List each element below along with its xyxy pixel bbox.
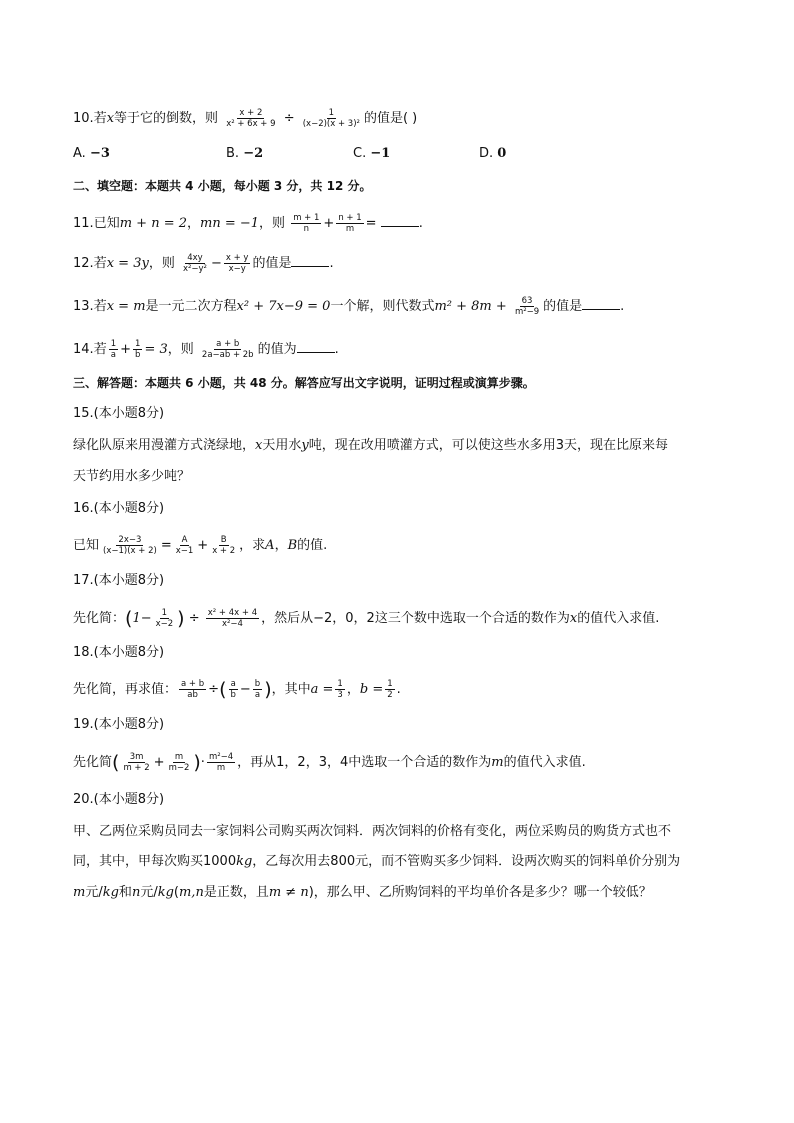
denominator: x² + 6x + 9 (226, 119, 276, 129)
option-value: −2 (243, 146, 264, 161)
question-11-stem (73, 213, 754, 234)
option-d[interactable] (479, 146, 506, 161)
text: )，那么甲、乙所购饲料的平均单价各是多少？哪一个较低？ (308, 885, 652, 900)
math: m + n = 2 (119, 216, 187, 231)
question-17-header: 17.(本小题8分) (73, 573, 165, 588)
numerator: 1 (161, 608, 168, 618)
text: 的值代入求值. (503, 755, 586, 770)
operator: + (197, 538, 209, 553)
fraction (301, 108, 362, 129)
paren: ( (112, 751, 120, 774)
fraction (335, 679, 344, 700)
question-15-header: 15.(本小题8分) (73, 406, 165, 421)
fraction (210, 535, 237, 556)
denominator: x−2 (155, 619, 174, 629)
math: m² + 8m + (434, 299, 507, 314)
fraction (513, 296, 541, 317)
variable: y (301, 438, 309, 453)
text: ， (187, 216, 201, 231)
numerator: 1 (328, 108, 335, 118)
fraction (207, 752, 235, 773)
fraction (291, 213, 321, 234)
denominator: x²−4 (221, 619, 243, 629)
variable: B (287, 538, 298, 553)
operator: + (323, 216, 335, 231)
option-value: −3 (89, 146, 110, 161)
fraction (200, 339, 256, 360)
math: a = (310, 682, 334, 697)
math: = 3 (144, 342, 168, 357)
text: 已知 (93, 216, 120, 231)
text: ， (274, 538, 288, 553)
numerator: 1 (135, 339, 141, 349)
text: 若 (93, 299, 107, 314)
text: 的值是 (543, 299, 583, 314)
unit: kg (157, 885, 174, 900)
text: . (396, 682, 401, 697)
unit: kg (236, 854, 253, 869)
question-number: 10. (73, 111, 94, 126)
text: 若 (93, 111, 107, 126)
question-16-header: 16.(本小题8分) (73, 501, 165, 516)
text: 若 (93, 256, 107, 271)
question-18-stem (73, 679, 754, 700)
denominator: m (216, 763, 226, 773)
text: 的值是 (252, 256, 292, 271)
variable: A (265, 538, 275, 553)
denominator: 2a−ab + 2b (201, 350, 254, 360)
text: 天用水 (262, 438, 302, 453)
fraction (253, 679, 262, 700)
denominator: x−y (228, 264, 246, 274)
text: ，再从1，2，3，4中选取一个合适的数作为 (237, 755, 492, 770)
operator: − (239, 682, 251, 697)
operator: ÷ (188, 611, 200, 626)
numerator: x + 2 (239, 108, 263, 118)
text: . (620, 299, 625, 314)
section-heading-solutions: 三、解答题：本题共 6 小题，共 48 分。解答应写出文字说明，证明过程或演算步骤。 (73, 376, 535, 390)
fraction (101, 535, 159, 556)
question-12-stem (73, 253, 754, 274)
math: x = 3y (106, 256, 149, 271)
operator: − (210, 256, 222, 271)
fraction (154, 608, 176, 629)
text: 的值. (297, 538, 328, 553)
answer-blank[interactable] (291, 254, 329, 267)
text: 绿化队原来用漫灌方式浇绿地， (73, 438, 256, 453)
fraction (179, 679, 206, 700)
text: 是一元二次方程 (145, 299, 237, 314)
denominator: m−2 (168, 763, 190, 773)
denominator: a (254, 690, 261, 700)
fraction (224, 108, 277, 129)
text: 先化简 (73, 755, 113, 770)
text: ，然后从−2，0，2这三个数中选取一个合适的数作为 (261, 611, 570, 626)
text: 吨，现在改用喷灌方式，可以使这些水多用3天，现在比原来每 (308, 438, 669, 453)
math: x² + 7x−9 = 0 (236, 299, 331, 314)
question-16-stem (73, 535, 754, 556)
denominator: x + 2 (212, 546, 236, 556)
numerator: 63 (521, 296, 533, 306)
numerator: m (174, 752, 184, 762)
question-15-line-2: 天节约用水多少吨？ (73, 469, 191, 484)
text: 同，其中，甲每次购买1000 (73, 854, 237, 869)
text: ，则 (148, 256, 175, 271)
fraction (167, 752, 192, 773)
math: 1− (132, 611, 152, 626)
question-13-stem (73, 296, 754, 317)
fraction (224, 253, 251, 274)
question-10-stem (73, 108, 754, 129)
denominator: m + 2 (123, 763, 150, 773)
question-20-header: 20.(本小题8分) (73, 792, 165, 807)
option-a[interactable] (73, 146, 110, 161)
text: 已知 (73, 538, 100, 553)
question-17-stem (73, 608, 754, 629)
text: . (334, 342, 339, 357)
math: m ≠ n (268, 885, 309, 900)
operator: · (200, 755, 205, 770)
variable: m (491, 755, 504, 770)
question-number: 12. (73, 256, 94, 271)
text: . (418, 216, 423, 231)
math: mn = −1 (200, 216, 260, 231)
text: ， (346, 682, 360, 697)
denominator: (x−2)(x + 3)² (302, 119, 360, 129)
variable: x (569, 611, 578, 626)
numerator: B (220, 535, 227, 545)
operator: + (120, 342, 132, 357)
numerator: 2x−3 (118, 535, 142, 545)
fraction (109, 339, 118, 360)
option-c[interactable] (353, 146, 390, 161)
text: ，求 (239, 538, 266, 553)
variable: m,n (178, 885, 204, 900)
numerator: b (254, 679, 261, 689)
text: ，则 (167, 342, 194, 357)
denominator: m (345, 224, 355, 234)
numerator: x + y (225, 253, 249, 263)
section-heading-fill-in: 二、填空题：本题共 4 小题，每小题 3 分，共 12 分。 (73, 179, 372, 193)
question-number: 14. (73, 342, 94, 357)
variable: m (73, 885, 86, 900)
denominator: x²−y² (182, 264, 207, 274)
text: 先化简： (73, 611, 126, 626)
fraction (121, 752, 151, 773)
option-label: D. (479, 146, 498, 161)
numerator: a + b (216, 339, 240, 349)
variable: x (255, 438, 263, 453)
denominator: m²−9 (514, 307, 540, 317)
option-value: −1 (370, 146, 391, 161)
text: ，乙每次用去800元，而不管购买多少饲料．设两次购买的饲料单价分别为 (252, 854, 681, 869)
question-20-line-3 (73, 884, 754, 902)
numerator: 1 (110, 339, 117, 349)
fraction (385, 679, 394, 700)
paren: ) (193, 751, 201, 774)
option-value: 0 (497, 146, 507, 161)
numerator: 1 (387, 679, 393, 689)
option-b[interactable] (226, 146, 263, 161)
fraction (181, 253, 209, 274)
denominator: a (110, 350, 117, 360)
denominator: 3 (337, 690, 343, 700)
text: ，其中 (271, 682, 311, 697)
variable: x (106, 111, 115, 126)
fraction (133, 339, 142, 360)
option-label: B. (226, 146, 244, 161)
question-20-line-2 (73, 853, 754, 871)
fraction (206, 608, 259, 629)
math: b = (359, 682, 384, 697)
text: 等于它的倒数，则 (114, 111, 219, 126)
text: 的值代入求值. (577, 611, 660, 626)
numerator: x² + 4x + 4 (207, 608, 258, 618)
text: 和 (118, 885, 132, 900)
option-label: A. (73, 146, 90, 161)
denominator: (x−1)(x + 2) (103, 546, 157, 556)
denominator: b (230, 690, 236, 700)
numerator: 4xy (187, 253, 203, 263)
question-19-stem (73, 752, 754, 773)
operator: = (365, 216, 377, 231)
denominator: b (135, 350, 141, 360)
numerator: 3m (129, 752, 144, 762)
numerator: a (230, 679, 236, 689)
unit: kg (102, 885, 119, 900)
text: 一个解，则代数式 (330, 299, 435, 314)
operator: + (153, 755, 165, 770)
numerator: m²−4 (208, 752, 234, 762)
paren: ) (177, 607, 185, 630)
fraction (228, 679, 237, 700)
text: . (329, 256, 334, 271)
denominator: x−1 (175, 546, 194, 556)
text: 元/ (85, 885, 103, 900)
question-19-header: 19.(本小题8分) (73, 717, 165, 732)
text: ( (173, 885, 179, 900)
option-label: C. (353, 146, 371, 161)
text: 若 (93, 342, 107, 357)
text: 的值是( ) (363, 111, 418, 126)
fraction (336, 213, 363, 234)
answer-blank[interactable] (381, 214, 419, 227)
denominator: 2 (387, 690, 393, 700)
paren: ( (125, 607, 133, 630)
math: x = m (106, 299, 146, 314)
question-15-line-1 (73, 437, 754, 455)
denominator: n (303, 224, 309, 234)
numerator: A (181, 535, 188, 545)
operator: ÷ (208, 682, 220, 697)
question-number: 13. (73, 299, 94, 314)
question-20-line-1: 甲、乙两位采购员同去一家饲料公司购买两次饲料．两次饲料的价格有变化，两位采购员的购货方式也不 (73, 824, 672, 839)
text: 元/ (140, 885, 158, 900)
text: 是正数，且 (203, 885, 269, 900)
text: 先化简，再求值： (73, 682, 178, 697)
answer-blank[interactable] (582, 297, 620, 310)
answer-blank[interactable] (297, 340, 335, 353)
question-14-stem (73, 339, 754, 360)
denominator: ab (187, 690, 198, 700)
text: ，则 (259, 216, 286, 231)
text: 的值为 (257, 342, 297, 357)
operator: ÷ (283, 111, 295, 126)
variable: n (131, 885, 141, 900)
numerator: m + 1 (293, 213, 320, 223)
question-number: 11. (73, 216, 94, 231)
question-18-header: 18.(本小题8分) (73, 645, 165, 660)
paren: ( (219, 678, 227, 701)
paren: ) (264, 678, 272, 701)
numerator: a + b (181, 679, 205, 689)
numerator: n + 1 (338, 213, 362, 223)
operator: = (160, 538, 172, 553)
numerator: 1 (337, 679, 343, 689)
fraction (174, 535, 196, 556)
